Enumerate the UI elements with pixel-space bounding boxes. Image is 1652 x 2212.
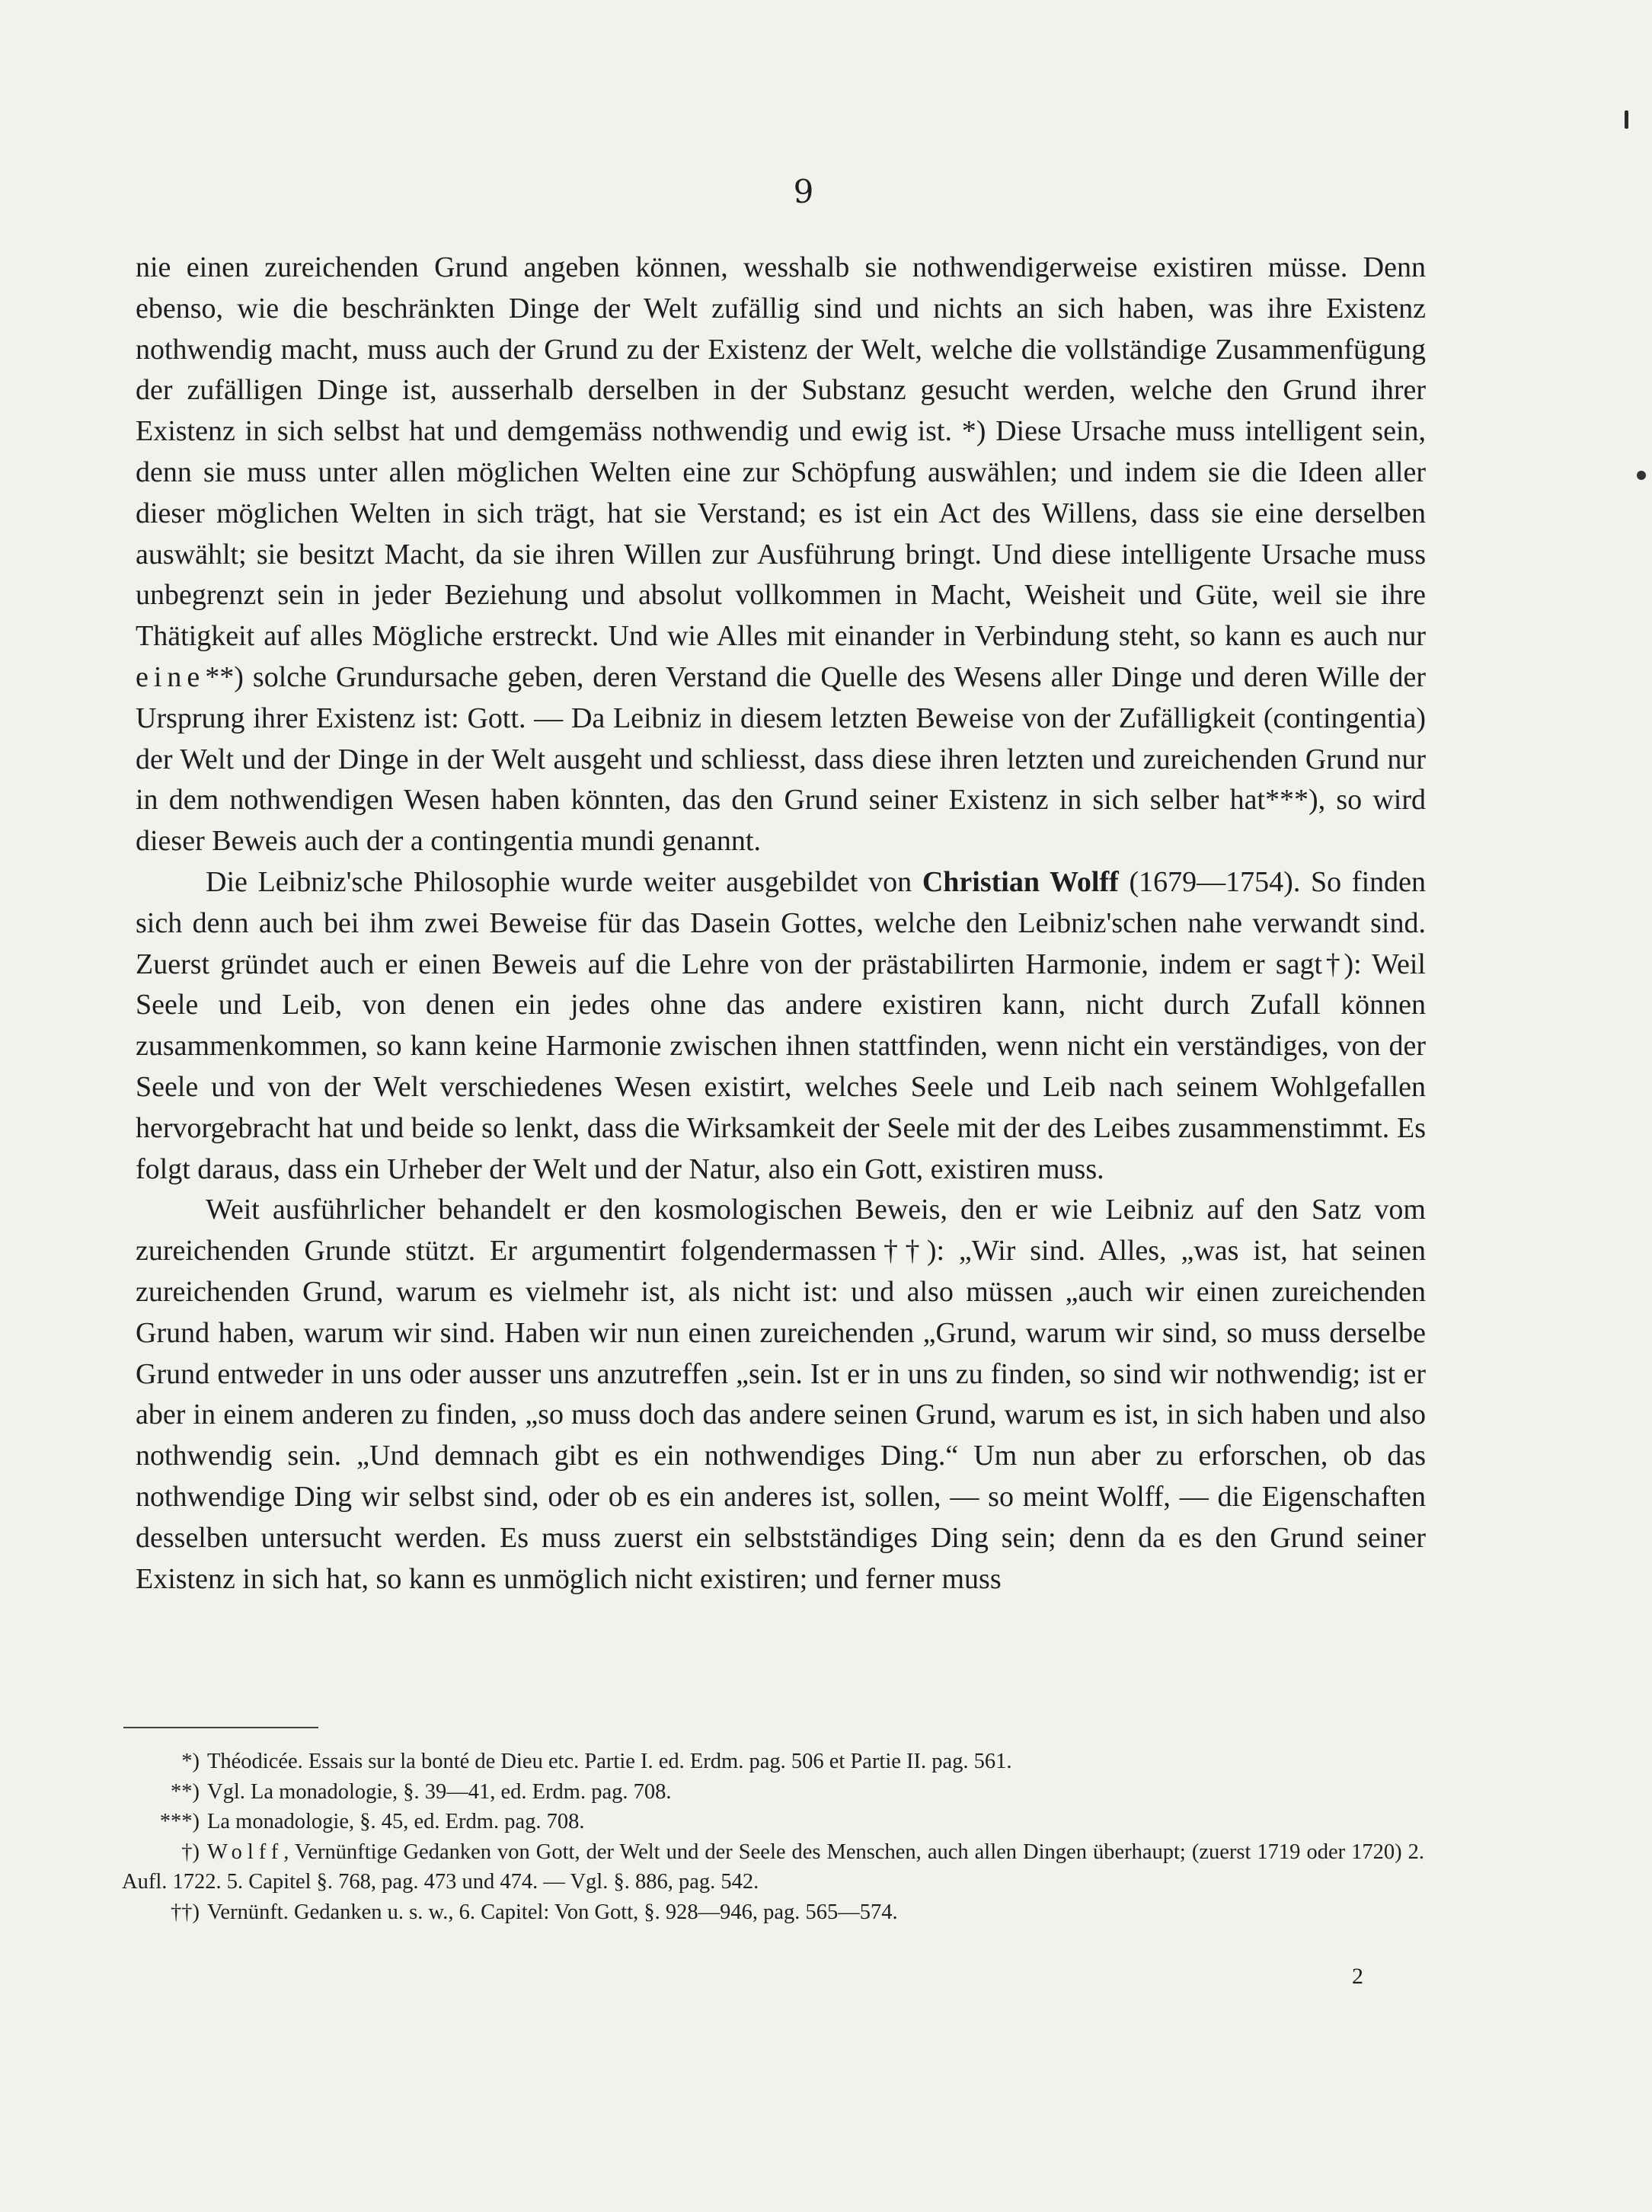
- footnote-text: Vgl. La monadologie, §. 39—41, ed. Erdm. pag. 708.: [207, 1779, 672, 1804]
- footnote-marker: ††): [171, 1900, 200, 1924]
- paragraph-1-spaced-word: eine: [136, 660, 206, 693]
- footnote-text: Théodicée. Essais sur la bonté de Dieu etc. Partie I. ed. Erdm. pag. 506 et Partie II. pag. 561.: [207, 1750, 1012, 1773]
- footnote: [122, 1807, 1424, 1837]
- paragraph-2: [136, 862, 1426, 1190]
- paragraph-2-text-b: (1679—1754). So finden sich denn auch bei ihm zwei Beweise für das Dasein Gottes, welche den Leibniz'schen nahe verwandt sind. Zuerst gründet auch er einen Beweis auf die Lehre von der prästabilirten Harmonie, indem er sagt†): Weil Seele und Leib, von denen ein jedes ohne das andere existiren kann, nicht durch Zufall können zusammenkommen, so kann keine Harmonie zwischen ihnen stattfinden, wenn nicht ein verständiges, von der Seele und von der Welt verschiedenes Wesen existirt, welches Seele und Leib nach seinem Wohlgefallen hervorgebracht hat und beide so lenkt, dass die Wirksamkeit der Seele mit der des Leibes zusammenstimmt. Es folgt daraus, dass ein Urheber der Welt und der Natur, also ein Gott, existiren muss.: [136, 865, 1426, 1185]
- footnote-divider: [123, 1727, 318, 1728]
- paragraph-2-text-a: Die Leibniz'sche Philosophie wurde weiter ausgebildet von: [206, 865, 922, 898]
- paragraph-3-text: Weit ausführlicher behandelt er den kosmologischen Beweis, den er wie Leibniz auf den Satz vom zureichenden Grunde stützt. Er argumentirt folgendermassen††): „Wir sind. Alles, „was ist, hat seinen zureichenden Grund, warum es vielmehr ist, als nicht ist: und also müssen „auch wir einen zureichenden Grund haben, warum wir sind. Haben wir nun einen zureichenden „Grund, warum wir sind, so muss derselbe Grund entweder in uns oder ausser uns anzutreffen „sein. Ist er in uns zu finden, so sind wir nothwendig; ist er aber in einem anderen zu finden, „so muss doch das andere seinen Grund, warum es ist, in sich haben und also nothwendig sein. „Und demnach gibt es ein nothwendiges Ding.“ Um nun aber zu erforschen, ob das nothwendige Ding wir selbst sind, oder ob es ein anderes ist, sollen, — so meint Wolff, — die Eigenschaften desselben untersucht werden. Es muss zuerst ein selbstständiges Ding sein; denn da es den Grund seiner Existenz in sich hat, so kann es unmöglich nicht existiren; und ferner muss: [136, 1194, 1426, 1595]
- footnote-marker: †): [181, 1840, 200, 1864]
- footnote-text: , Vernünftige Gedanken von Gott, der Welt und der Seele des Menschen, auch allen Dingen überhaupt; (zuerst 1719 oder 1720) 2. Aufl. 1722. 5. Capitel §. 768, pag. 473 und 474. — Vgl. §. 886, pag. 542.: [122, 1840, 1424, 1894]
- footnote-marker: ***): [159, 1810, 200, 1833]
- body-text: [136, 248, 1426, 1600]
- paragraph-1: [136, 248, 1426, 862]
- footnote-author: Wolff: [207, 1840, 284, 1864]
- footnote-text: La monadologie, §. 45, ed. Erdm. pag. 708.: [207, 1810, 585, 1833]
- footnotes: [122, 1747, 1424, 1927]
- signature-mark: 2: [1352, 1964, 1363, 1989]
- paragraph-2-name-emphasis: Christian Wolff: [922, 865, 1119, 898]
- footnote: [122, 1777, 1424, 1808]
- footnote: [122, 1837, 1424, 1897]
- scan-edge-dot: [1637, 471, 1646, 480]
- paragraph-1-text-a: nie einen zureichenden Grund angeben können, wesshalb sie nothwendigerweise existiren müsse. Denn ebenso, wie die beschränkten Dinge der Welt zufällig sind und nichts an sich haben, was ihre Existenz nothwendig macht, muss auch der Grund zu der Existenz der Welt, welche die vollständige Zusammenfügung der zufälligen Dinge ist, ausserhalb derselben in der Substanz gesucht werden, welche den Grund ihrer Existenz in sich selbst hat und demgemäss nothwendig und ewig ist. *) Diese Ursache muss intelligent sein, denn sie muss unter allen möglichen Welten eine zur Schöpfung auswählen; und indem sie die Ideen aller dieser möglichen Welten in sich trägt, hat sie Verstand; es ist ein Act des Willens, dass sie eine derselben auswählt; sie besitzt Macht, da sie ihren Willen zur Ausführung bringt. Und diese intelligente Ursache muss unbegrenzt sein in jeder Beziehung und absolut vollkommen in Macht, Weisheit und Güte, weil sie ihre Thätigkeit auf alles Mögliche erstreckt. Und wie Alles mit einander in Verbindung steht, so kann es auch nur: [136, 251, 1426, 653]
- scan-edge-mark: [1625, 110, 1628, 129]
- footnote-marker: **): [171, 1779, 200, 1804]
- page-number: 9: [793, 173, 814, 210]
- paragraph-1-text-b: **) solche Grundursache geben, deren Verstand die Quelle des Wesens aller Dinge und deren Wille der Ursprung ihrer Existenz ist: Gott. — Da Leibniz in diesem letzten Beweise von der Zufälligkeit (contingentia) der Welt und der Dinge in der Welt ausgeht und schliesst, dass diese ihren letzten und zureichenden Grund nur in dem nothwendigen Wesen haben könnten, das den Grund seiner Existenz in sich selber hat***), so wird dieser Beweis auch der a contingentia mundi genannt.: [136, 660, 1426, 858]
- footnote-text: Vernünft. Gedanken u. s. w., 6. Capitel: Von Gott, §. 928—946, pag. 565—574.: [207, 1900, 898, 1924]
- footnote: [122, 1897, 1424, 1928]
- footnote: [122, 1747, 1424, 1777]
- paragraph-3: [136, 1190, 1426, 1600]
- footnote-marker: *): [181, 1750, 200, 1773]
